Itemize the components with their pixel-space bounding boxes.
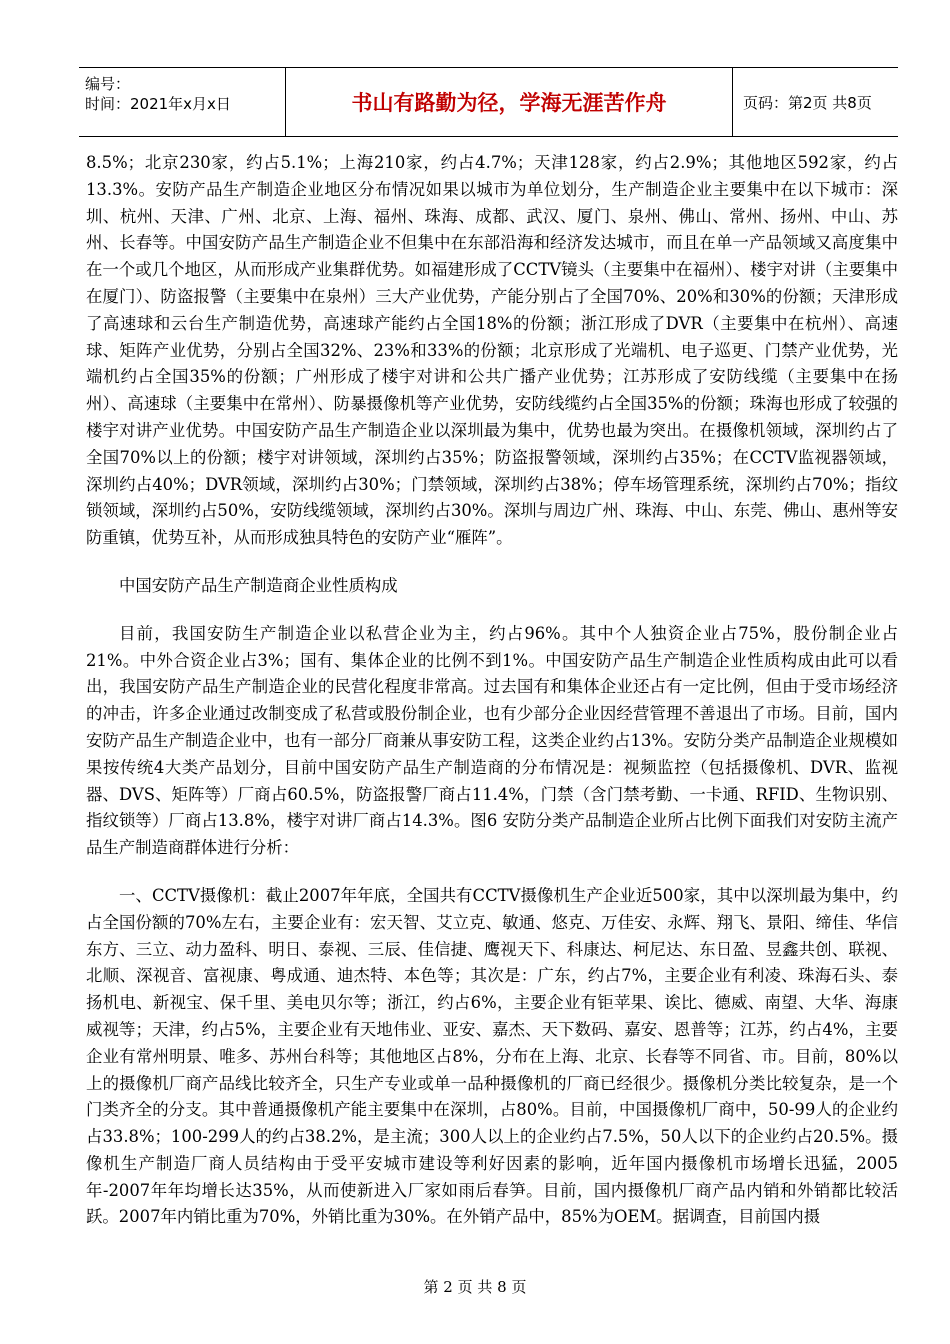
paragraph-enterprise-nature: 目前，我国安防生产制造企业以私营企业为主，约占96%。其中个人独资企业占75%，股份制企业占21%。中外合资企业占3%；国有、集体企业的比例不到1%。中国安防产品生产制造企业性质构成由此可以看出，我国安防产品生产制造企业的民营化程度非常高。过去国有和集体企业还占有一定比例，但由于受市场经济的冲击，许多企业通过改制变成了私营或股份制企业，也有少部分企业因经营管理不善退出了市场。目前，国内安防产品生产制造企业中，也有一部分厂商兼从事安防工程，这类企业约占13%。安防分类产品制造企业规模如果按传统4大类产品划分，目前中国安防产品生产制造商的分布情况是：视频监控（包括摄像机、DVR、监视器、DVS、矩阵等）厂商占60.5%，防盗报警厂商占11.4%，门禁（含门禁考勤、一卡通、RFID、生物识别、指纹锁等）厂商占13.8%，楼宇对讲厂商占14.3%。图6 安防分类产品制造企业所占比例下面我们对安防主流产品生产制造商群体进行分析： xyxy=(86,623,898,858)
document-number-label: 编号： xyxy=(85,75,131,93)
page-footer: 第 2 页 共 8 页 xyxy=(423,1278,527,1296)
header-meta xyxy=(85,74,283,114)
header-page-info: 页码：第2页 共8页 xyxy=(743,93,872,112)
section-heading-enterprise-nature: 中国安防产品生产制造商企业性质构成 xyxy=(119,575,398,595)
page-header xyxy=(79,67,898,137)
paragraph-regional-distribution: 8.5%；北京230家，约占5.1%；上海210家，约占4.7%；天津128家，约占2.9%；其他地区592家，约占13.3%。安防产品生产制造企业地区分布情况如果以城市为单位划分，生产制造企业主要集中在以下城市：深圳、杭州、天津、广州、北京、上海、福州、珠海、成都、武汉、厦门、泉州、佛山、常州、扬州、中山、苏州、长春等。中国安防产品生产制造企业不但集中在东部沿海和经济发达城市，而且在单一产品领域又高度集中在一个或几个地区，从而形成产业集群优势。如福建形成了CCTV镜头（主要集中在福州）、楼宇对讲（主要集中在厦门）、防盗报警（主要集中在泉州）三大产业优势，产能分别占了全国70%、20%和30%的份额；天津形成了高速球和云台生产制造优势，高速球产能约占全国18%的份额；浙江形成了DVR（主要集中在杭州）、高速球、矩阵产业优势，分别占全国32%、23%和33%的份额；北京形成了光端机、电子巡更、门禁产业优势，光端机约占全国35%的份额；广州形成了楼宇对讲和公共广播产业优势；江苏形成了安防线缆（主要集中在扬州）、高速球（主要集中在常州）、防暴摄像机等产业优势，安防线缆约占全国35%的份额；珠海也形成了较强的楼宇对讲产业优势。中国安防产品生产制造企业以深圳最为集中，优势也最为突出。在摄像机领域，深圳约占了全国70%以上的份额；楼宇对讲领域，深圳约占35%；防盗报警领域，深圳约占35%；在CCTV监视器领域，深圳约占40%；DVR领域，深圳约占30%；门禁领域，深圳约占38%；停车场管理系统，深圳约占70%；指纹锁领域，深圳约占50%，安防线缆领域，深圳约占30%。深圳与周边广州、珠海、中山、东莞、佛山、惠州等安防重镇，优势互补，从而形成独具特色的安防产业“雁阵”。 xyxy=(86,153,898,548)
document-body xyxy=(86,150,898,1231)
paragraph-cctv-camera: 一、CCTV摄像机：截止2007年年底，全国共有CCTV摄像机生产企业近500家，其中以深圳最为集中，约占全国份额的70%左右，主要企业有：宏天智、艾立克、敏通、悠克、万佳安、永辉、翔飞、景阳、缔佳、华信东方、三立、动力盈科、明日、泰视、三辰、佳信捷、鹰视天下、科康达、柯尼达、东日盈、昱鑫共创、联视、北顺、深视音、富视康、粤成通、迪杰特、本色等；其次是：广东，约占7%，主要企业有利凌、珠海石头、泰扬机电、新视宝、保千里、美电贝尔等；浙江，约占6%，主要企业有钜苹果、诶比、德威、南望、大华、海康威视等；天津，约占5%，主要企业有天地伟业、亚安、嘉杰、天下数码、嘉安、恩普等；江苏，约占4%，主要企业有常州明景、唯多、苏州台科等；其他地区占8%，分布在上海、北京、长春等不同省、市。目前，80%以上的摄像机厂商产品线比较齐全，只生产专业或单一品种摄像机的厂商已经很少。摄像机分类比较复杂，是一个门类齐全的分支。其中普通摄像机产能主要集中在深圳，占80%。目前，中国摄像机厂商中，50-99人的企业约占33.8%；100-299人的约占38.2%，是主流；300人以上的企业约占7.5%，50人以下的企业约占20.5%。摄像机生产制造厂商人员结构由于受平安城市建设等利好因素的影响，近年国内摄像机市场增长迅猛，2005年-2007年年均增长达35%，从而使新进入厂家如雨后春笋。目前，国内摄像机厂商产品内销和外销都比较活跃。2007年内销比重为70%，外销比重为30%。在外销产品中，85%为OEM。据调查，目前国内摄 xyxy=(86,885,898,1227)
document-date: 时间：2021年x月x日 xyxy=(85,95,231,113)
header-motto: 书山有路勤为径，学海无涯苦作舟 xyxy=(285,68,733,136)
